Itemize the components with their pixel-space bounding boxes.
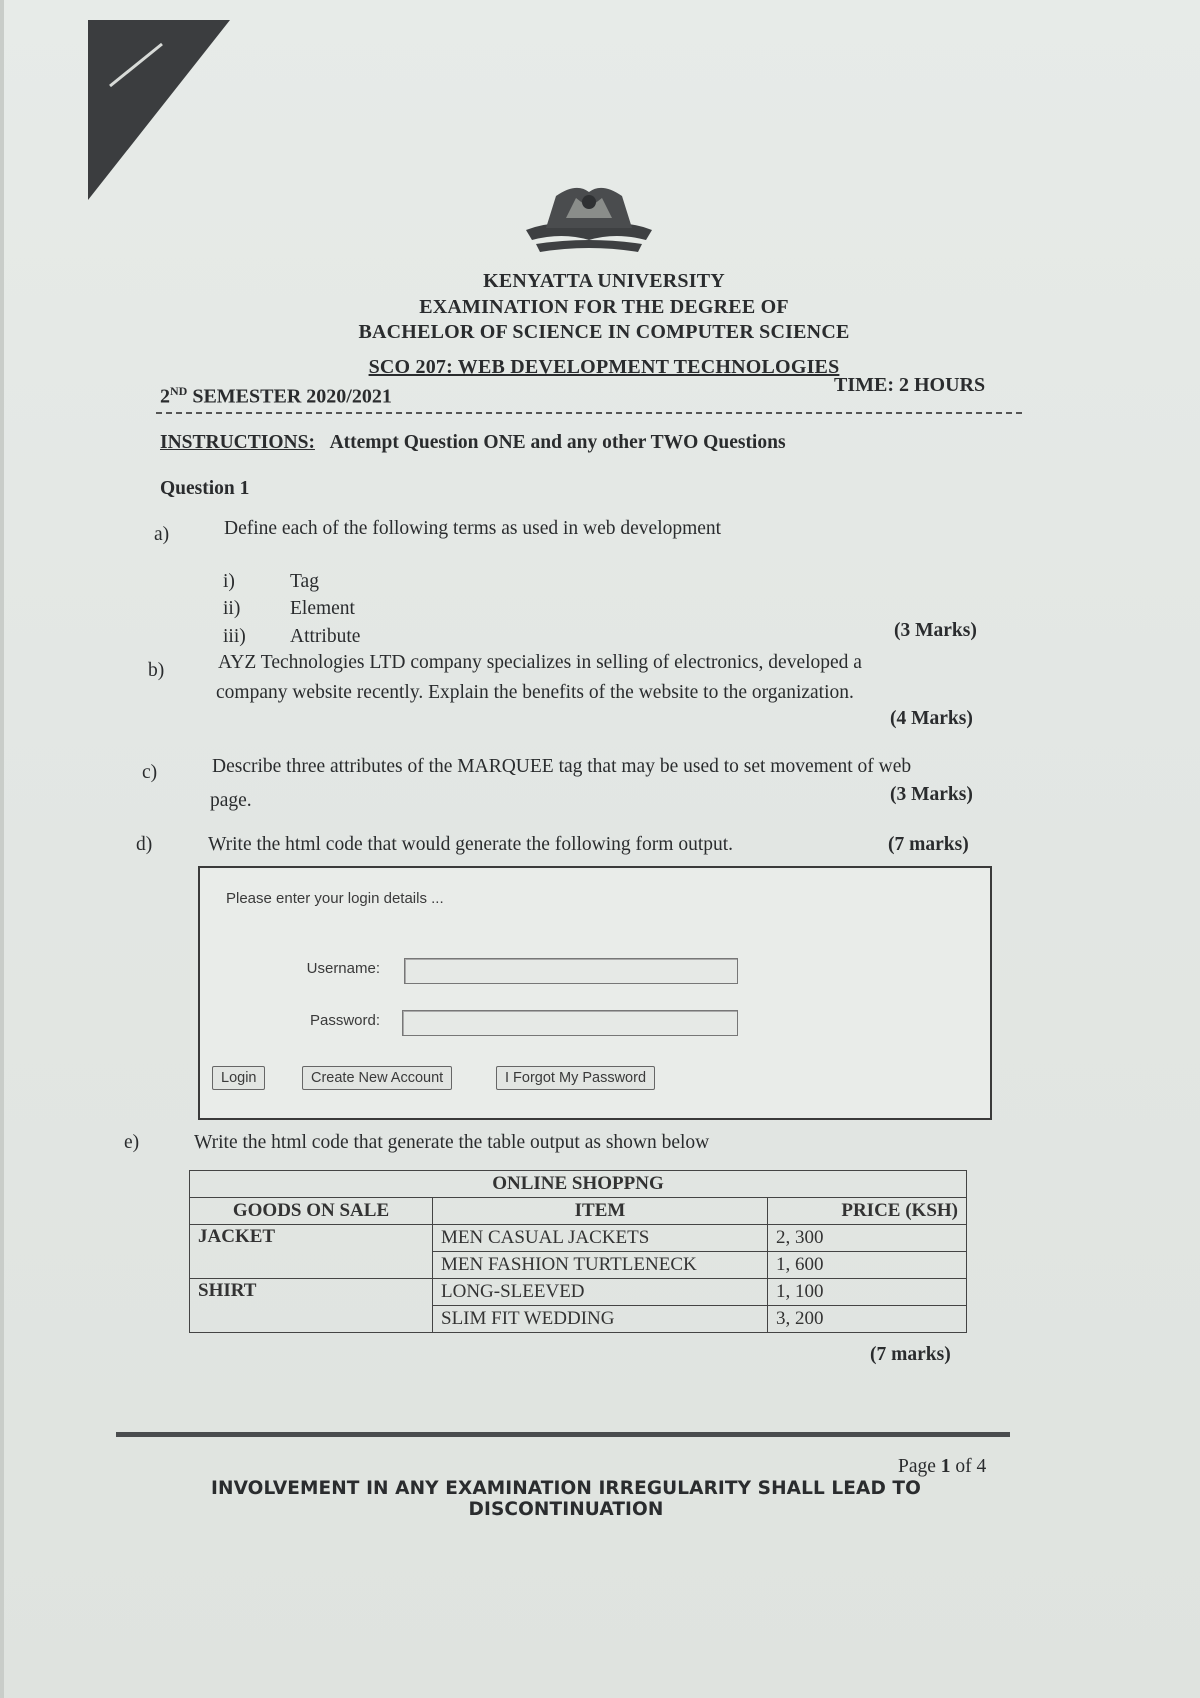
page-number: Page 1 of 4 (898, 1456, 987, 1477)
university-name: KENYATTA UNIVERSITY (483, 270, 725, 292)
term-number: i) (223, 571, 235, 592)
username-field[interactable] (404, 958, 738, 984)
part-b-label: b) (148, 660, 165, 681)
price-cell: 1, 600 (768, 1252, 967, 1279)
part-b-line1: AYZ Technologies LTD company specializes in selling of electronics, developed a (218, 652, 862, 673)
forgot-password-button[interactable]: I Forgot My Password (496, 1066, 655, 1090)
password-label: Password: (309, 1012, 380, 1029)
item-cell: MEN FASHION TURTLENECK (433, 1252, 768, 1279)
table-row (190, 1279, 967, 1306)
term-number: ii) (223, 598, 241, 619)
instructions: INSTRUCTIONS: Attempt Question ONE and any other TWO Questions (160, 432, 786, 453)
item-cell: SLIM FIT WEDDING (433, 1306, 768, 1333)
table-title: ONLINE SHOPPNG (190, 1171, 967, 1198)
create-account-button[interactable]: Create New Account (302, 1066, 452, 1090)
term-element: Element (290, 598, 355, 619)
part-a-text: Define each of the following terms as used in web development (224, 518, 722, 539)
header-divider (156, 412, 1022, 414)
footer-rule (116, 1432, 1010, 1437)
column-header-goods: GOODS ON SALE (190, 1198, 433, 1225)
part-d-marks: (7 marks) (888, 834, 969, 855)
column-header-price: PRICE (KSH) (768, 1198, 967, 1225)
online-shopping-table (189, 1170, 967, 1333)
part-e-text: Write the html code that generate the table output as shown below (194, 1132, 710, 1153)
university-crest-logo (516, 178, 662, 258)
exam-title: EXAMINATION FOR THE DEGREE OF (419, 296, 789, 318)
login-button[interactable]: Login (212, 1066, 265, 1090)
part-c-line1: Describe three attributes of the MARQUEE tag that may be used to set movement of web (212, 756, 912, 777)
price-cell: 3, 200 (768, 1306, 967, 1333)
part-b-marks: (4 Marks) (890, 708, 973, 729)
goods-cell: SHIRT (190, 1279, 433, 1333)
part-e-marks: (7 marks) (870, 1344, 951, 1365)
column-header-item: ITEM (433, 1198, 768, 1225)
part-c-marks: (3 Marks) (890, 784, 973, 805)
password-field[interactable] (402, 1010, 738, 1036)
part-d-label: d) (136, 834, 153, 855)
term-attribute: Attribute (290, 626, 361, 647)
term-tag: Tag (290, 571, 319, 592)
item-cell: LONG-SLEEVED (433, 1279, 768, 1306)
question-title: Question 1 (160, 478, 250, 499)
username-label: Username: (306, 960, 380, 977)
part-c-label: c) (142, 762, 158, 783)
semester-label: 2ND SEMESTER 2020/2021 (160, 384, 392, 408)
price-cell: 1, 100 (768, 1279, 967, 1306)
course-title: SCO 207: WEB DEVELOPMENT TECHNOLOGIES (368, 356, 840, 378)
exam-sheet (4, 0, 1200, 1698)
price-cell: 2, 300 (768, 1225, 967, 1252)
exam-duration: TIME: 2 HOURS (834, 374, 986, 396)
goods-cell: JACKET (190, 1225, 433, 1279)
degree-title: BACHELOR OF SCIENCE IN COMPUTER SCIENCE (358, 321, 850, 343)
login-form-figure (198, 866, 992, 1120)
item-cell: MEN CASUAL JACKETS (433, 1225, 768, 1252)
term-number: iii) (223, 626, 246, 647)
part-e-label: e) (124, 1132, 140, 1153)
part-a-marks: (3 Marks) (894, 620, 977, 641)
table-row (190, 1225, 967, 1252)
corner-fold-mark (88, 20, 230, 200)
irregularity-warning: INVOLVEMENT IN ANY EXAMINATION IRREGULARITY SHALL LEAD TO DISCONTINUATION (211, 1478, 921, 1520)
part-b-line2: company website recently. Explain the benefits of the website to the organization. (216, 682, 854, 703)
part-a-label: a) (154, 524, 170, 545)
login-prompt: Please enter your login details ... (226, 890, 444, 907)
part-d-text: Write the html code that would generate the following form output. (208, 834, 734, 855)
part-c-line2: page. (210, 790, 252, 811)
